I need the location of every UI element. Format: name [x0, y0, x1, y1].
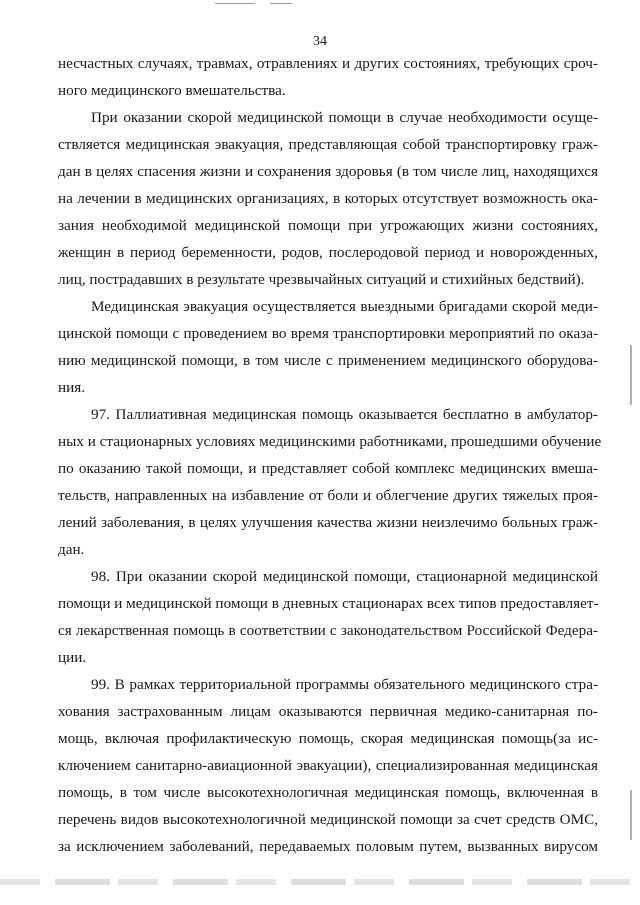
text-line: за исключением заболеваний, передаваемых половым путем, вызванных вирусом [58, 838, 598, 855]
scan-edge-mark [630, 345, 632, 405]
text-line: мощь, включая профилактическую помощь, скорая медицинская помощь(за ис- [58, 730, 598, 747]
text-line: несчастных случаях, травмах, отравлениях и других состояниях, требующих сроч- [58, 55, 598, 72]
text-line: ных и стационарных условиях медицинскими работниками, прошедшими обучение [58, 433, 602, 450]
page-number: 34 [313, 34, 327, 49]
text-line: помощи и медицинской помощи в дневных стационарах всех типов предоставляет- [58, 595, 599, 612]
text-line: При оказании скорой медицинской помощи в случае необходимости осуще- [91, 109, 598, 126]
text-line: 98. При оказании скорой медицинской помощи, стационарной медицинской [91, 568, 598, 585]
text-line: хования застрахованным лицам оказываются первичная медико-санитарная по- [58, 703, 598, 720]
scan-artifact-top [215, 3, 255, 4]
text-line: 97. Паллиативная медицинская помощь оказывается бесплатно в амбулатор- [91, 406, 598, 423]
text-line: ключением санитарно-авиационной эвакуации), специализированная медицинская [58, 757, 598, 774]
text-line: зания необходимой медицинской помощи при угрожающих жизни состояниях, [58, 217, 598, 234]
text-line: женщин в период беременности, родов, послеродовой период и новорожденных, [58, 244, 598, 261]
scan-edge-mark [630, 790, 632, 840]
scan-artifact-bottom [0, 879, 640, 885]
page-body [58, 50, 602, 860]
text-line: перечень видов высокотехнологичной медицинской помощи за счет средств ОМС, [58, 811, 598, 828]
text-line: помощь, в том числе высокотехнологичная медицинская помощь, включенная в [58, 784, 598, 801]
text-line: цинской помощи с проведением во время транспортировки мероприятий по оказа- [58, 325, 598, 342]
text-line: лиц, пострадавших в результате чрезвычайных ситуаций и стихийных бедствий). [58, 271, 585, 288]
text-line: по оказанию такой помощи, и представляет собой комплекс медицинских вмеша- [58, 460, 598, 477]
text-line: дан в целях спасения жизни и сохранения здоровья (в том числе лиц, находящихся [58, 163, 598, 180]
scan-artifact-top-2 [270, 3, 292, 4]
text-line: ствляется медицинская эвакуация, представляющая собой транспортировку граж- [58, 136, 598, 153]
text-line: ся лекарственная помощь в соответствии с законодательством Российской Федера- [58, 622, 598, 639]
text-line: лений заболевания, в целях улучшения качества жизни неизлечимо больных граж- [58, 514, 598, 531]
text-line: Медицинская эвакуация осуществляется выездными бригадами скорой меди- [91, 298, 598, 315]
text-line: дан. [58, 541, 85, 558]
text-line: тельств, направленных на избавление от боли и облегчение других тяжелых проя- [58, 487, 598, 504]
text-line: на лечении в медицинских организациях, в которых отсутствует возможность ока- [58, 190, 598, 207]
text-line: ния. [58, 379, 86, 396]
text-line: ции. [58, 649, 87, 666]
text-line: ного медицинского вмешательства. [58, 82, 286, 99]
text-line: 99. В рамках территориальной программы обязательного медицинского стра- [91, 676, 598, 693]
text-line: нию медицинской помощи, в том числе с применением медицинского оборудова- [58, 352, 598, 369]
